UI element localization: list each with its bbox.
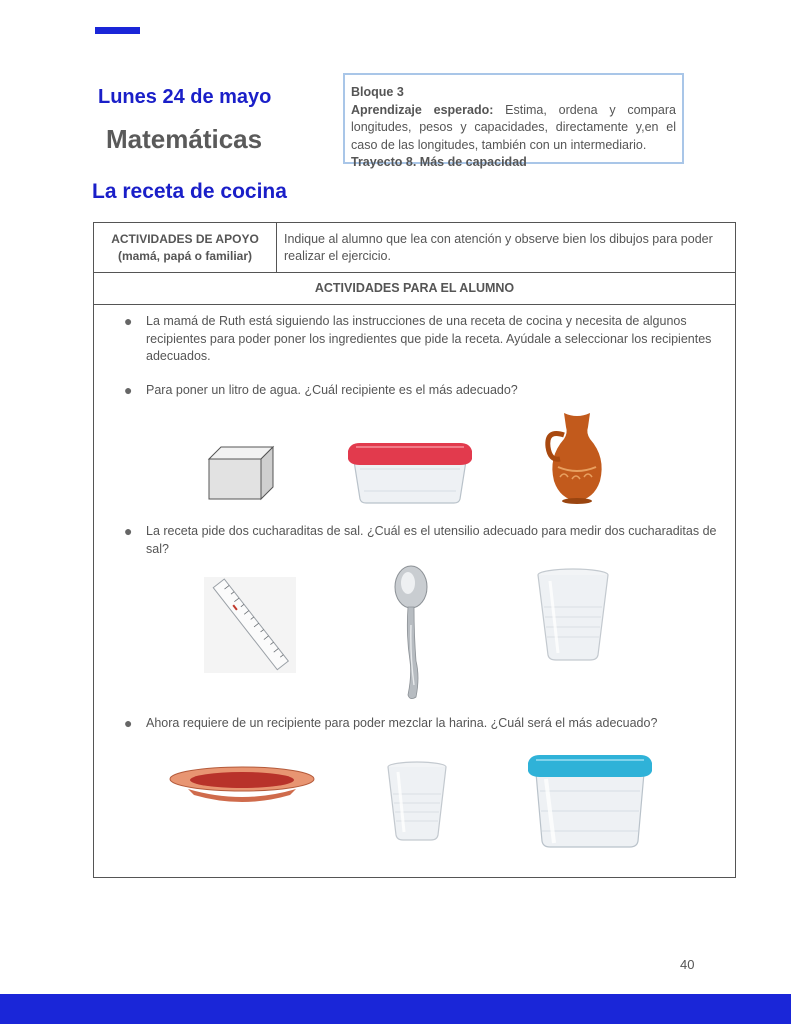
red-lid-container-image: [346, 439, 474, 505]
clay-jug-image: [544, 411, 610, 505]
activities-table: [93, 222, 736, 878]
support-instructions: Indique al alumno que lea con atención y observe bien los dibujos para poder realizar el ejercicio.: [284, 232, 713, 263]
bullet-text: Para poner un litro de agua. ¿Cuál recipiente es el más adecuado?: [146, 383, 518, 397]
expected-label: Aprendizaje esperado:: [351, 102, 494, 117]
page-number: 40: [680, 957, 695, 972]
bottom-accent-bar: [0, 994, 791, 1024]
spoon-image: [386, 565, 436, 703]
expected-text: Estima, ordena y compara longitudes, pesos y capacidades, directamente y,en el caso de las longitudes, también con un intermediario.: [351, 102, 676, 152]
bullet-dot: ●: [124, 523, 133, 539]
bullet-text: Ahora requiere de un recipiente para poder mezclar la harina. ¿Cuál será el más adecuado?: [146, 716, 658, 730]
student-activities-header: ACTIVIDADES PARA EL ALUMNO: [94, 273, 735, 305]
section-title: La receta de cocina: [92, 180, 287, 203]
trajectory-label: Trayecto 8. Más de capacidad: [351, 155, 527, 169]
bullet-dot: ●: [124, 715, 133, 731]
cube-image: [207, 445, 277, 501]
support-subtitle: (mamá, papá o familiar): [117, 249, 253, 263]
support-row: [94, 223, 735, 273]
support-header-cell: [94, 223, 277, 272]
plate-image: [168, 765, 316, 805]
plastic-cup-image: [536, 567, 610, 663]
bullet-dot: ●: [124, 313, 133, 329]
support-title: ACTIVIDADES DE APOYO: [111, 232, 259, 246]
block-label: Bloque 3: [351, 85, 404, 99]
bullet-text: La mamá de Ruth está siguiendo las instrucciones de una receta de cocina y necesita de algunos recipientes para poder poner los ingredientes que pide la receta. Ayúdale a seleccionar los recipientes adecuados.: [146, 314, 712, 363]
bullet-dot: ●: [124, 382, 133, 398]
ruler-image: [204, 577, 296, 673]
subject-heading: Matemáticas: [106, 124, 263, 154]
blue-lid-container-image: [526, 751, 654, 849]
learning-info-box: [343, 73, 684, 169]
top-accent-bar: [95, 27, 140, 34]
date-heading: Lunes 24 de mayo: [98, 86, 272, 108]
plastic-cup-image: [386, 760, 448, 842]
bullet-text: La receta pide dos cucharaditas de sal. ¿Cuál es el utensilio adecuado para medir dos cucharaditas de sal?: [146, 524, 717, 556]
